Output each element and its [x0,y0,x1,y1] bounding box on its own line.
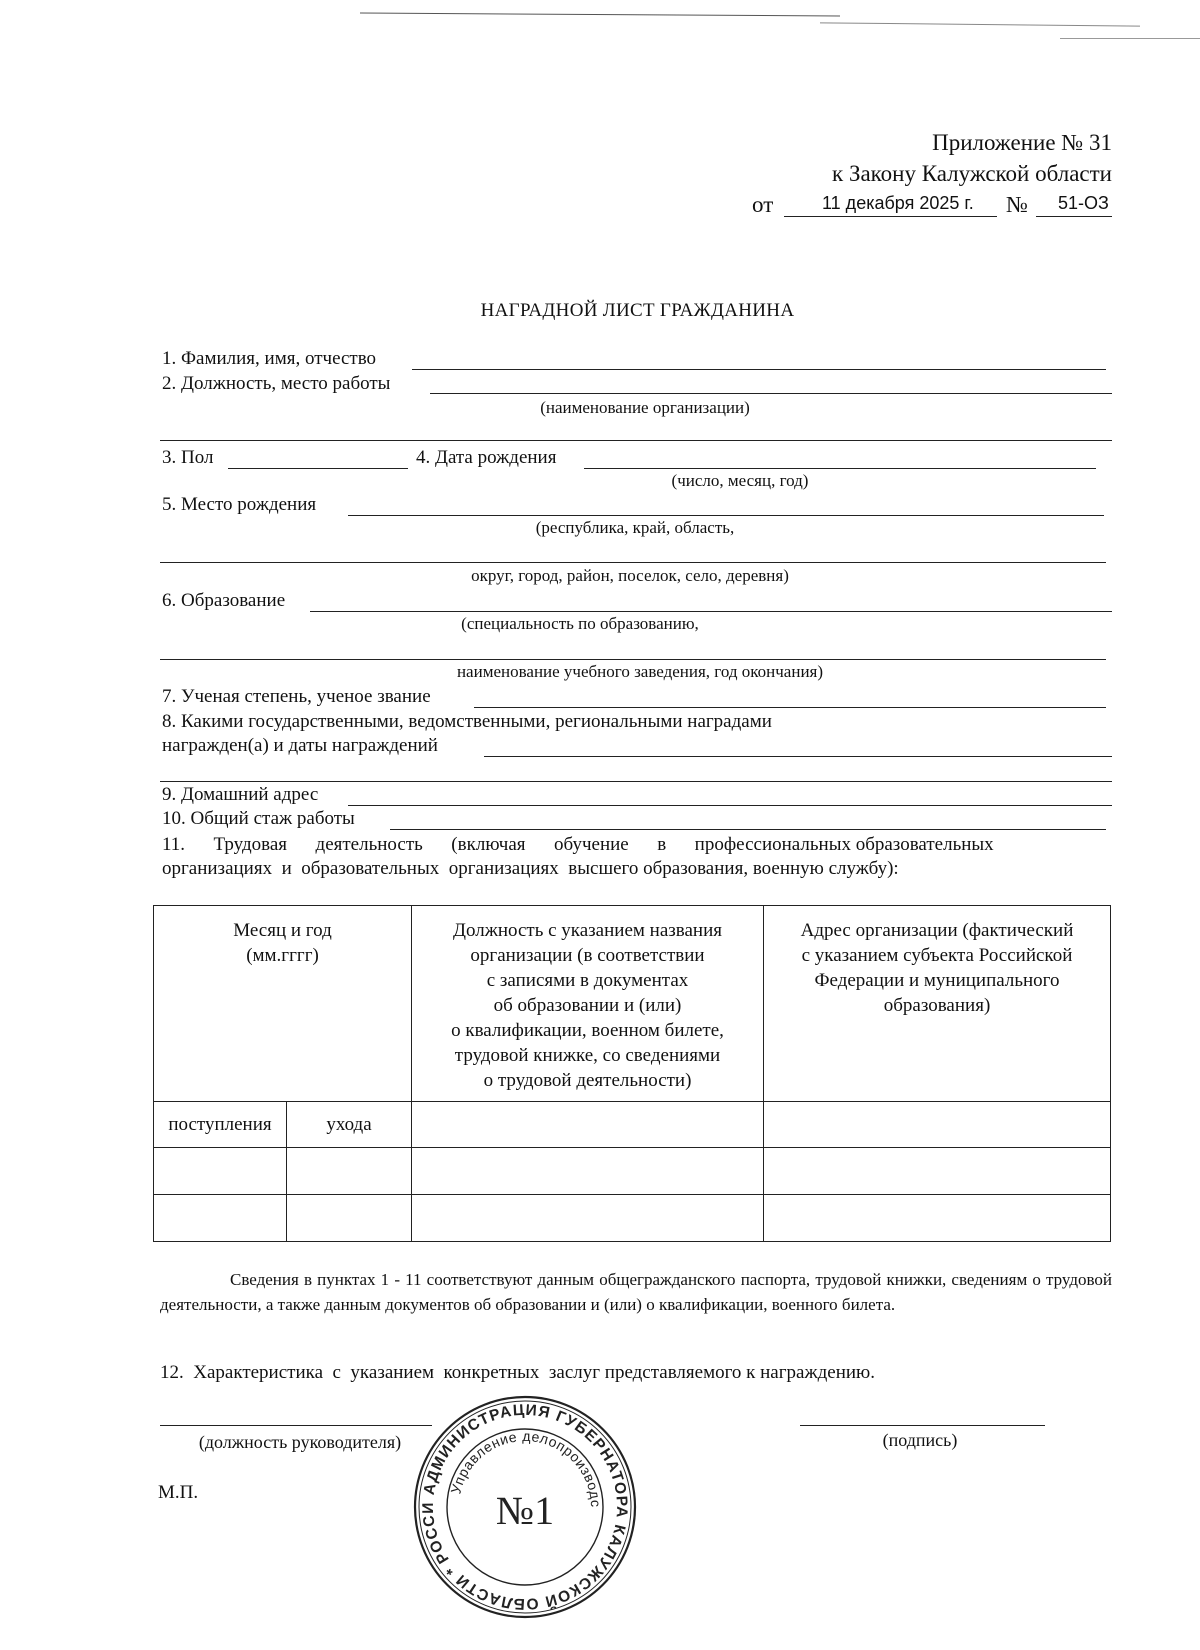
official-stamp [410,1392,640,1622]
field-work-history-label: 11. Трудовая деятельность (включая обучение в профессиональных образовательных [162,834,994,855]
stamp-graphic [410,1392,640,1622]
caption-head-position: (должность руководителя) [198,1432,402,1452]
law-date: 11 декабря 2025 г. [822,193,974,213]
field-birthdate-line[interactable] [584,468,1096,469]
field-address-label: 9. Домашний адрес [162,784,319,805]
field-awards-line-2[interactable] [160,781,1112,782]
field-sex-label: 3. Пол [162,447,214,468]
field-birthplace-label: 5. Место рождения [162,494,317,515]
law-reference: к Закону Калужской области [832,161,1112,186]
field-position-line[interactable] [430,393,1112,394]
field-full-name-label: 1. Фамилия, имя, отчество [162,348,377,369]
header-position: Должность с указанием названия организации (в соответствии с записями в документах об образовании и (или) о квалификации, военном билете, трудовой книжке, со сведениями о трудовой деятельности) [412,906,764,1102]
stamp-inner-text: Управление делопроизводс [447,1427,605,1508]
caption-birthplace-1: (республика, край, область, [535,518,735,537]
table-cell[interactable] [412,1102,764,1148]
field-awards-label-2: награжден(а) и даты награждений [162,735,438,756]
field-birthplace-line[interactable] [348,515,1104,516]
field-awards-label: 8. Какими государственными, ведомственными, региональными наградами [162,711,772,732]
header-org-address: Адрес организации (фактический с указанием субъекта Российской Федерации и муниципального образования) [764,906,1111,1102]
field-awards-line[interactable] [484,756,1112,757]
table-row [154,1148,1111,1195]
field-birthplace-line-2[interactable] [160,562,1106,563]
stamp-outer-text: АДМИНИСТРАЦИЯ ГУБЕРНАТОРА КАЛУЖСКОЙ ОБЛАСТИ * РОССИ [419,1401,631,1613]
caption-education-2: наименование учебного заведения, год окончания) [456,662,824,681]
subheader-start: поступления [154,1102,287,1148]
date-prefix: от [752,192,774,217]
field-education-line[interactable] [310,611,1112,612]
caption-birthdate: (число, месяц, год) [671,471,809,490]
table-cell[interactable] [764,1195,1111,1242]
number-underline [1036,216,1112,217]
field-position-label: 2. Должность, место работы [162,373,391,394]
signature-line[interactable] [800,1425,1045,1426]
field-birthdate-label: 4. Дата рождения [416,447,557,468]
table-cell[interactable] [154,1195,287,1242]
field-address-line[interactable] [348,805,1112,806]
field-characteristics-label: 12. Характеристика с указанием конкретных заслуг представляемого к награждению. [160,1362,875,1383]
stamp-center-number: №1 [495,1488,555,1533]
table-cell[interactable] [287,1195,412,1242]
table-cell[interactable] [764,1148,1111,1195]
field-education-label: 6. Образование [162,590,286,611]
caption-education-1: (специальность по образованию, [461,614,699,633]
law-number: 51-ОЗ [1058,193,1109,213]
subheader-end: ухода [287,1102,412,1148]
caption-organization: (наименование организации) [540,398,750,417]
table-cell[interactable] [412,1195,764,1242]
number-sign: № [1006,192,1028,217]
caption-signature: (подпись) [882,1430,958,1450]
head-position-line[interactable] [160,1425,432,1426]
field-sex-line[interactable] [228,468,408,469]
date-underline [784,216,997,217]
header-month-year: Месяц и год (мм.гггг) [154,906,412,1102]
data-confirmation-note: Сведения в пунктах 1 - 11 соответствуют данным общегражданского паспорта, трудовой книжки, сведениям о трудовой деятельности, а также данным документов об образовании и (или) о квалификации, военного билета. [160,1270,1112,1314]
caption-birthplace-2: округ, город, район, поселок, село, деревня) [471,566,789,585]
work-history-table [153,905,1111,1242]
table-row [154,1195,1111,1242]
scan-artifact-line [820,22,1140,26]
field-work-history-label-2: организациях и образовательных организациях высшего образования, военную службу): [162,858,899,879]
field-experience-label: 10. Общий стаж работы [162,808,355,829]
document-title: НАГРАДНОЙ ЛИСТ ГРАЖДАНИНА [480,300,795,321]
table-cell[interactable] [154,1148,287,1195]
field-degree-line[interactable] [474,707,1106,708]
appendix-number: Приложение № 31 [932,130,1112,155]
table-cell[interactable] [412,1148,764,1195]
field-experience-line[interactable] [390,829,1106,830]
field-position-line-2[interactable] [160,440,1112,441]
field-full-name-line[interactable] [412,369,1106,370]
seal-place-label: М.П. [158,1482,199,1503]
table-cell[interactable] [764,1102,1111,1148]
scan-artifact-line [1060,38,1200,39]
scan-artifact-line [360,13,840,17]
field-education-line-2[interactable] [160,659,1106,660]
table-cell[interactable] [287,1148,412,1195]
field-degree-label: 7. Ученая степень, ученое звание [162,686,431,707]
